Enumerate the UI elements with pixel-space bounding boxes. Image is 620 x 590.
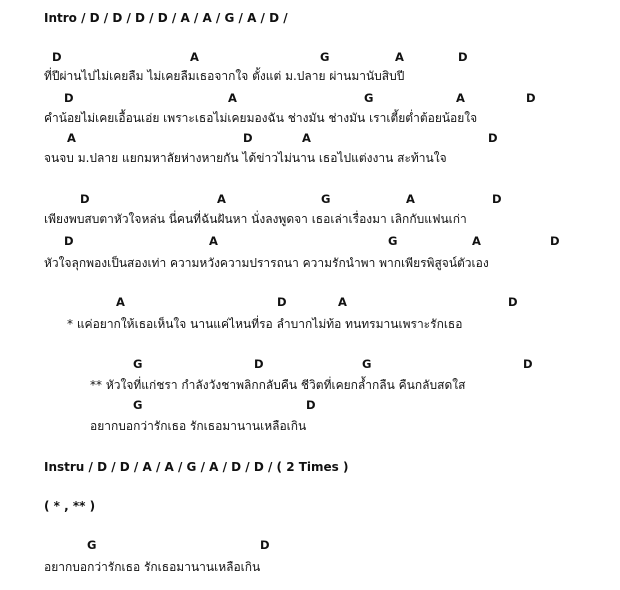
lyric-line: คำน้อยไม่เคยเอื้อนเอ่ย เพราะเธอไม่เคยมองฉัน ช่างมัน ช่างมัน เราเตี้ยต่ำต้อยน้อยใจ bbox=[44, 111, 478, 125]
chord: D bbox=[526, 91, 536, 105]
chord: A bbox=[338, 295, 347, 309]
chord: A bbox=[190, 50, 199, 64]
repeat-marker: ( * , ** ) bbox=[44, 499, 96, 513]
chord: G bbox=[320, 50, 330, 64]
chord: A bbox=[302, 131, 311, 145]
chord: A bbox=[67, 131, 76, 145]
chord: D bbox=[64, 91, 74, 105]
lyric-line: จนจบ ม.ปลาย แยกมหาลัยห่างหายกัน ได้ข่าวไม่นาน เธอไปแต่งงาน สะท้านใจ bbox=[44, 151, 447, 165]
chord: A bbox=[456, 91, 465, 105]
chord: D bbox=[52, 50, 62, 64]
chord: D bbox=[523, 357, 533, 371]
lyric-line: อยากบอกว่ารักเธอ รักเธอมานานเหลือเกิน bbox=[44, 560, 261, 574]
lyric-line: ** หัวใจที่แก่ชรา กำลังวังชาพลิกกลับคืน ชีวิตที่เคยกล้ำกลืน คืนกลับสดใส bbox=[90, 378, 466, 392]
lyric-line: ที่ปีผ่านไปไม่เคยลืม ไม่เคยลืมเธอจากใจ ตั้งแต่ ม.ปลาย ผ่านมานับสิบปี bbox=[44, 69, 405, 83]
chord: D bbox=[508, 295, 518, 309]
chord: D bbox=[550, 234, 560, 248]
chord: D bbox=[64, 234, 74, 248]
chord: G bbox=[321, 192, 331, 206]
lyric-line: เพียงพบสบตาหัวใจหล่น นี่คนที่ฉันฝันหา นั่งลงพูดจา เธอเล่าเรื่องมา เลิกกับแฟนเก่า bbox=[44, 212, 467, 226]
chord: D bbox=[243, 131, 253, 145]
chord: A bbox=[406, 192, 415, 206]
intro-line: Intro / D / D / D / D / A / A / G / A / D / bbox=[44, 11, 288, 25]
lyric-line: หัวใจลุกพองเป็นสองเท่า ความหวังความปรารถนา ความรักนำพา พากเพียรพิสูจน์ตัวเอง bbox=[44, 256, 489, 270]
chord: G bbox=[133, 398, 143, 412]
lyric-line: อยากบอกว่ารักเธอ รักเธอมานานเหลือเกิน bbox=[90, 419, 307, 433]
chord: D bbox=[277, 295, 287, 309]
chord: G bbox=[87, 538, 97, 552]
chord: G bbox=[362, 357, 372, 371]
chord: D bbox=[254, 357, 264, 371]
chord: G bbox=[388, 234, 398, 248]
chord: A bbox=[217, 192, 226, 206]
chord: D bbox=[458, 50, 468, 64]
instru-line: Instru / D / D / A / A / G / A / D / D / ( 2 Times ) bbox=[44, 460, 349, 474]
chord: A bbox=[228, 91, 237, 105]
chord: A bbox=[116, 295, 125, 309]
chord: D bbox=[492, 192, 502, 206]
chord: D bbox=[306, 398, 316, 412]
chord: A bbox=[395, 50, 404, 64]
lyric-line: * แค่อยากให้เธอเห็นใจ นานแค่ไหนที่รอ ลำบากไม่ท้อ ทนทรมานเพราะรักเธอ bbox=[67, 317, 463, 331]
chord: D bbox=[260, 538, 270, 552]
chord: D bbox=[80, 192, 90, 206]
chord: A bbox=[209, 234, 218, 248]
chord: G bbox=[133, 357, 143, 371]
chord: D bbox=[488, 131, 498, 145]
chord: A bbox=[472, 234, 481, 248]
chord: G bbox=[364, 91, 374, 105]
